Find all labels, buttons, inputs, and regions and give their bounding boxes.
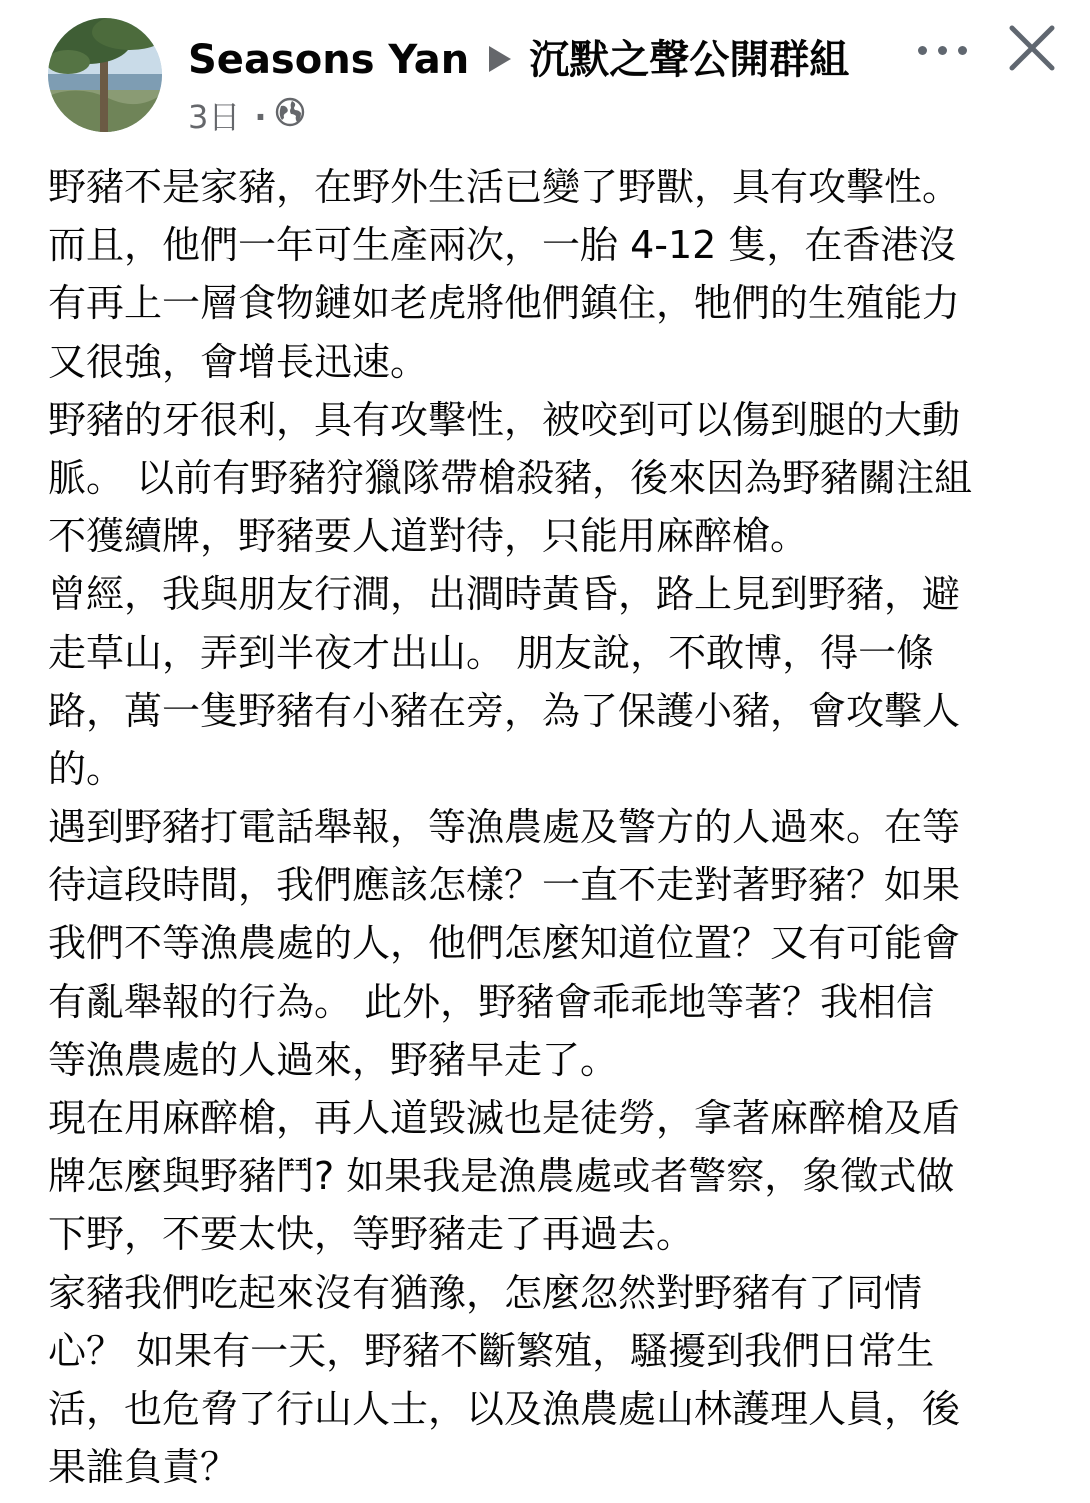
post-text-line: 待這段時間，我們應該怎樣？一直不走對著野豬？如果 — [48, 863, 961, 908]
post-text-line: 有亂舉報的行為。 此外，野豬會乖乖地等著？我相信 — [48, 979, 935, 1024]
post-time[interactable]: 3日 — [188, 98, 241, 136]
author-line — [188, 34, 849, 86]
post-text-line: 果誰負責？ — [48, 1445, 239, 1490]
post-body — [48, 158, 1048, 1496]
post-text-line: 我們不等漁農處的人，他們怎麼知道位置？又有可能會 — [48, 921, 961, 966]
post-text-line: 路，萬一隻野豬有小豬在旁，為了保護小豬，會攻擊人 — [48, 688, 961, 733]
avatar[interactable] — [48, 18, 162, 132]
group-name[interactable]: 沉默之聲公開群組 — [529, 37, 850, 83]
post-text-line: 的。 — [48, 746, 125, 791]
author-name[interactable]: Seasons Yan — [188, 37, 470, 83]
more-options-button[interactable] — [914, 30, 974, 70]
close-button[interactable] — [1004, 20, 1060, 76]
post-text-line: 不獲續牌，野豬要人道對待，只能用麻醉槍。 — [48, 514, 809, 559]
post-text-line: 心？ 如果有一天，野豬不斷繁殖，騷擾到我們日常生 — [48, 1328, 935, 1373]
post-text-line: 曾經，我與朋友行澗，出澗時黃昏，路上見到野豬，避 — [48, 572, 961, 617]
post-text-line: 遇到野豬打電話舉報，等漁農處及警方的人過來。在等 — [48, 805, 961, 850]
more-icon — [918, 46, 927, 55]
post-text-line: 現在用麻醉槍，再人道毀滅也是徒勞，拿著麻醉槍及盾 — [48, 1096, 961, 1140]
post-text-line: 脈。 以前有野豬狩獵隊帶槍殺豬，後來因為野豬關注組 — [48, 455, 973, 500]
post-text-line: 有再上一層食物鏈如老虎將他們鎮住，牠們的生殖能力 — [48, 281, 961, 326]
more-icon-dot — [958, 46, 967, 55]
more-icon-dot — [938, 46, 947, 55]
post-text-line: 而且，他們一年可生產兩次，一胎 4-12 隻，在香港沒 — [48, 223, 957, 268]
post-meta — [188, 96, 305, 138]
post-text-line: 下野，不要太快，等野豬走了再過去。 — [48, 1212, 695, 1257]
post-text-line: 又很強，會增長迅速。 — [48, 339, 429, 384]
post-text-line: 野豬的牙很利，具有攻擊性，被咬到可以傷到腿的大動 — [48, 397, 961, 442]
post-text-line: 活，也危脅了行山人士，以及漁農處山林護理人員，後 — [48, 1386, 961, 1431]
post-text-line: 走草山，弄到半夜才出山。 朋友說，不敢博，得一條 — [48, 630, 935, 675]
post-header — [0, 0, 1090, 150]
triangle-right-icon — [489, 46, 511, 72]
globe-icon — [275, 95, 305, 137]
post-text-line: 野豬不是家豬，在野外生活已變了野獸，具有攻擊性。 — [48, 165, 961, 209]
post-text-line: 等漁農處的人過來，野豬早走了。 — [48, 1037, 619, 1082]
close-icon — [1004, 20, 1060, 76]
meta-separator: · — [254, 98, 267, 136]
post-text-line: 牌怎麼與野豬鬥? 如果我是漁農處或者警察，象徵式做 — [48, 1154, 955, 1199]
post-text-line: 家豬我們吃起來沒有猶豫，怎麼忽然對野豬有了同情 — [48, 1270, 923, 1315]
